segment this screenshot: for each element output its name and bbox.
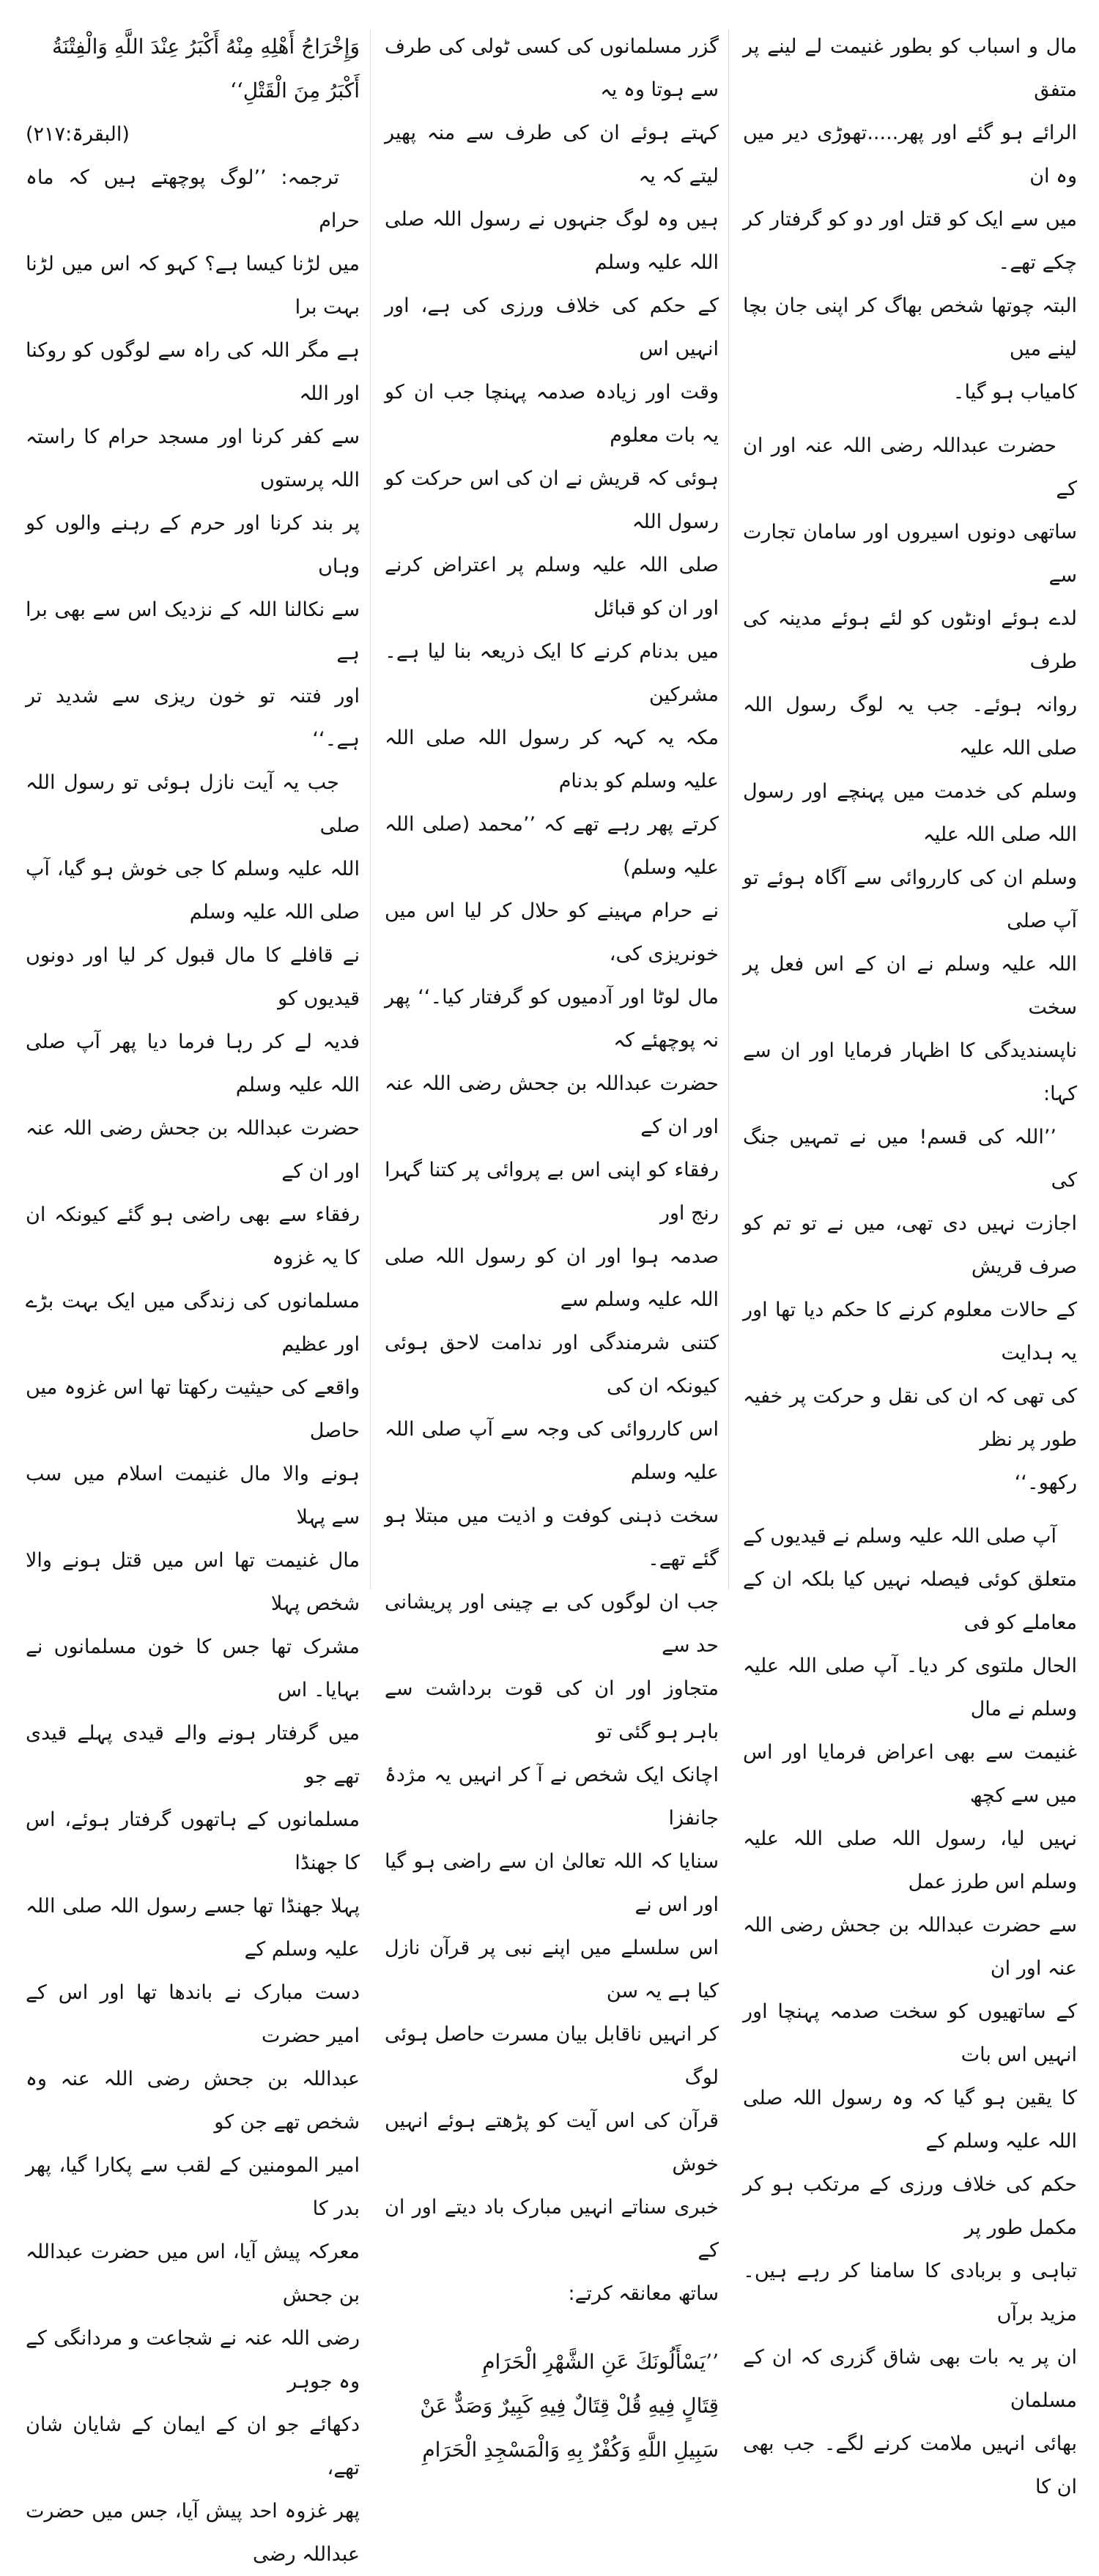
paragraph: آپ صلی اللہ علیہ وسلم نے قیدیوں کے متعلق کوئی فیصلہ نہیں کیا بلکہ ان کے معاملے کو فی الحال ملتوی کر دیا۔ آپ صلی اللہ علیہ وسلم نے مال غنیمت سے بھی اعراض فرمایا اور اس میں سے کچھ نہیں لیا، رسول اللہ صلی اللہ علیہ وسلم اس طرز عمل سے حضرت عبداللہ بن جحش رضی اللہ عنہ اور ان کے ساتھیوں کو سخت صدمہ پہنچا اور انہیں اس بات کا یقین ہو گیا کہ وہ رسول اللہ صلی اللہ علیہ وسلم کے حکم کی خلاف ورزی کے مرتکب ہو کر مکمل طور پر تباہی و بربادی کا سامنا کر رہے ہیں۔ مزید برآں ان پر یہ بات بھی شاق گزری کہ ان کے مسلمان بھائی انہیں ملامت کرنے لگے۔ جب بھی ان کا bbox=[743, 1525, 1077, 2498]
spacer bbox=[385, 2315, 719, 2340]
verse-reference: (البقرۃ:۲۱۷) bbox=[26, 123, 130, 146]
paragraph: جب یہ آیت نازل ہوئی تو رسول اللہ صلی اللہ علیہ وسلم کا جی خوش ہو گیا، آپ صلی اللہ علیہ وسلم نے قافلے کا مال قبول کر لیا اور دونوں قیدیوں کو فدیہ لے کر رہا فرما دیا پھر آپ صلی اللہ علیہ وسلم حضرت عبداللہ بن جحش رضی اللہ عنہ اور ان کے رفقاء سے بھی راضی ہو گئے کیونکہ ان کا یہ غزوہ مسلمانوں کی زندگی میں ایک بہت بڑے اور عظیم واقعے کی حیثیت رکھتا تھا اس غزوہ میں حاصل ہونے والا مال غنیمت اسلام میں سب سے پہلا مال غنیمت تھا اس میں قتل ہونے والا شخص پہلا مشرک تھا جس کا خون مسلمانوں نے بہایا۔ اس میں گرفتار ہونے والے قیدی پہلے قیدی تھے جو مسلمانوں کے ہاتھوں گرفتار ہوئے، اس کا جھنڈا پہلا جھنڈا تھا جسے رسول اللہ صلی اللہ علیہ وسلم کے دست مبارک نے باندھا تھا اور اس کے امیر حضرت عبداللہ بن جحش رضی اللہ عنہ وہ شخص تھے جن کو امیر المومنین کے لقب سے پکارا گیا، پھر بدر کا معرکہ پیش آیا، اس میں حضرت عبداللہ بن جحش رضی اللہ عنہ نے شجاعت و مردانگی کے وہ جوہر دکھائے جو ان کے ایمان کے شایان شان تھے، پھر غزوہ احد پیش آیا، جس میں حضرت عبداللہ رضی bbox=[26, 771, 360, 2566]
text-column-left bbox=[26, 25, 360, 2566]
quran-verse: وَإِخْرَاجُ أَهْلِهِ مِنْهُ أَكْبَرُ عِنْدَ اللَّهِ وَالْفِتْنَةُ أَكْبَرُ مِنَ الْقَتْلِ‘‘ bbox=[52, 34, 360, 103]
quote-paragraph: ’’اللہ کی قسم! میں نے تمہیں جنگ کی اجازت نہیں دی تھی، میں نے تو تم کو صرف قریش کے حالات معلوم کرنے کا حکم دیا تھا اور یہ ہدایت کی تھی کہ ان کی نقل و حرکت پر خفیہ طور پر نظر رکھو۔‘‘ bbox=[743, 1126, 1077, 1494]
column-divider bbox=[728, 29, 729, 1589]
paragraph: گزر مسلمانوں کی کسی ٹولی کی طرف سے ہوتا وہ یہ کہتے ہوئے ان کی طرف سے منہ پھیر لیتے کہ یہ ہیں وہ لوگ جنہوں نے رسول اللہ صلی اللہ علیہ وسلم کے حکم کی خلاف ورزی کی ہے، اور انہیں اس وقت اور زیادہ صدمہ پہنچا جب ان کو یہ بات معلوم ہوئی کہ قریش نے ان کی اس حرکت کو رسول اللہ صلی اللہ علیہ وسلم پر اعتراض کرنے اور ان کو قبائل میں بدنام کرنے کا ایک ذریعہ بنا لیا ہے۔ مشرکین مکہ یہ کہہ کر رسول اللہ صلی اللہ علیہ وسلم کو بدنام کرتے پھر رہے تھے کہ ’’محمد (صلی اللہ علیہ وسلم) نے حرام مہینے کو حلال کر لیا اس میں خونریزی کی، مال لوٹا اور آدمیوں کو گرفتار کیا۔‘‘ پھر نہ پوچھئے کہ حضرت عبداللہ بن جحش رضی اللہ عنہ اور ان کے رفقاء کو اپنی اس بے پروائی پر کتنا گہرا رنج اور صدمہ ہوا اور ان کو رسول اللہ صلی اللہ علیہ وسلم سے کتنی شرمندگی اور ندامت لاحق ہوئی کیونکہ ان کی اس کارروائی کی وجہ سے آپ صلی اللہ علیہ وسلم سخت ذہنی کوفت و اذیت میں مبتلا ہو گئے تھے۔ bbox=[385, 35, 719, 1570]
column-divider bbox=[370, 29, 371, 1589]
text-column-middle bbox=[385, 25, 719, 2462]
paragraph: مال و اسباب کو بطور غنیمت لے لینے پر متفق الرائے ہو گئے اور پھر.....تھوڑی دیر میں وہ ان میں سے ایک کو قتل اور دو کو گرفتار کر چکے تھے۔ البتہ چوتھا شخص بھاگ کر اپنی جان بچا لینے میں کامیاب ہو گیا۔ bbox=[743, 35, 1077, 404]
quran-verse: ’’يَسْأَلُونَكَ عَنِ الشَّهْرِ الْحَرَامِ قِتَالٍ فِيهِ قُلْ قِتَالٌ فِيهِ كَبِيرٌ وَصَدٌّ عَنْ سَبِيلِ اللَّهِ وَكُفْرٌ بِهِ وَالْمَسْجِدِ الْحَرَامِ bbox=[420, 2350, 719, 2462]
text-column-right bbox=[743, 25, 1077, 2498]
paragraph: جب ان لوگوں کی بے چینی اور پریشانی حد سے متجاوز اور ان کی قوت برداشت سے باہر ہو گئی تو اچانک ایک شخص نے آ کر انہیں یہ مژدۂ جانفزا سنایا کہ اللہ تعالیٰ ان سے راضی ہو گیا اور اس نے اس سلسلے میں اپنے نبی پر قرآن نازل کیا ہے یہ سن کر انہیں ناقابل بیان مسرت حاصل ہوئی لوگ قرآن کی اس آیت کو پڑھتے ہوئے انہیں خوش خبری سناتے انہیں مبارک باد دیتے اور ان کے ساتھ معانقہ کرتے: bbox=[385, 1591, 719, 2305]
paragraph: حضرت عبداللہ رضی اللہ عنہ اور ان کے ساتھی دونوں اسیروں اور سامان تجارت سے لدے ہوئے اونٹوں کو لئے ہوئے مدینہ کی طرف روانہ ہوئے۔ جب یہ لوگ رسول اللہ صلی اللہ علیہ وسلم کی خدمت میں پہنچے اور رسول اللہ صلی اللہ علیہ وسلم ان کی کارروائی سے آگاہ ہوئے تو آپ صلی اللہ علیہ وسلم نے ان کے اس فعل پر سخت ناپسندیدگی کا اظہار فرمایا اور ان سے کہا: bbox=[743, 434, 1077, 1105]
translation-paragraph: ترجمہ: ’’لوگ پوچھتے ہیں کہ ماہ حرام میں لڑنا کیسا ہے؟ کہو کہ اس میں لڑنا بہت برا ہے مگر اللہ کی راہ سے لوگوں کو روکنا اور اللہ سے کفر کرنا اور مسجد حرام کا راستہ اللہ پرستوں پر بند کرنا اور حرم کے رہنے والوں کو وہاں سے نکالنا اللہ کے نزدیک اس سے بھی برا ہے اور فتنہ تو خون ریزی سے شدید تر ہے۔‘‘ bbox=[26, 166, 360, 751]
